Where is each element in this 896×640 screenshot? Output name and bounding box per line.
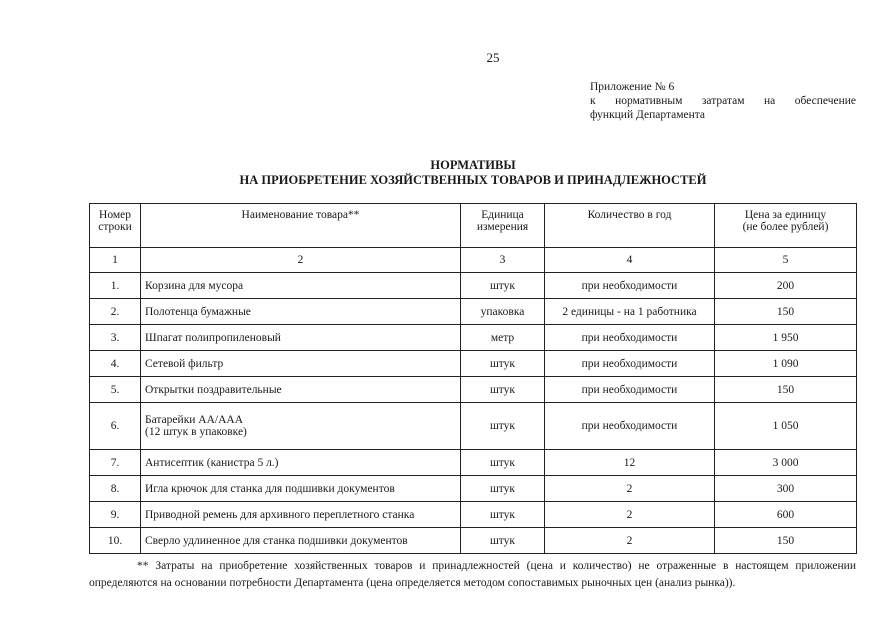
item-name: Батарейки АА/ААА (12 штук в упаковке) — [141, 403, 461, 450]
quantity-per-year: 2 — [545, 528, 715, 554]
column-index-row — [90, 248, 857, 273]
header-name: Наименование товара** — [141, 204, 461, 248]
table-row — [90, 403, 857, 450]
quantity-per-year: 2 — [545, 476, 715, 502]
column-index: 4 — [545, 248, 715, 273]
unit-of-measure: упаковка — [461, 299, 545, 325]
unit-price: 3 000 — [715, 450, 857, 476]
unit-of-measure: штук — [461, 403, 545, 450]
unit-of-measure: штук — [461, 528, 545, 554]
table-row — [90, 273, 857, 299]
column-index: 5 — [715, 248, 857, 273]
row-number: 6. — [90, 403, 141, 450]
column-index: 1 — [90, 248, 141, 273]
page-number: 25 — [486, 50, 500, 65]
quantity-per-year: при необходимости — [545, 377, 715, 403]
unit-price: 600 — [715, 502, 857, 528]
table-body — [90, 273, 857, 554]
row-number: 10. — [90, 528, 141, 554]
title-line-1: НОРМАТИВЫ — [430, 158, 516, 172]
row-number: 9. — [90, 502, 141, 528]
annex-line-1: Приложение № 6 — [590, 81, 675, 93]
quantity-per-year: 2 единицы - на 1 работника — [545, 299, 715, 325]
unit-price: 300 — [715, 476, 857, 502]
footnote: ** Затраты на приобретение хозяйственных товаров и принадлежностей (цена и количество) не отраженные в настоящем приложении определяются на основании потребности Департамента (цена определяется методом сопоставимых рыночных цен (анализ рынка)). — [89, 560, 856, 589]
row-number: 2. — [90, 299, 141, 325]
annex-reference — [590, 80, 856, 122]
table-row — [90, 351, 857, 377]
header-price: Цена за единицу (не более рублей) — [715, 204, 857, 248]
unit-price: 200 — [715, 273, 857, 299]
norms-table — [89, 203, 857, 554]
item-name: Открытки поздравительные — [141, 377, 461, 403]
unit-price: 150 — [715, 528, 857, 554]
item-name: Корзина для мусора — [141, 273, 461, 299]
item-name: Игла крючок для станка для подшивки документов — [141, 476, 461, 502]
table-row — [90, 299, 857, 325]
item-name: Сетевой фильтр — [141, 351, 461, 377]
unit-price: 150 — [715, 377, 857, 403]
quantity-per-year: при необходимости — [545, 351, 715, 377]
header-unit: Единица измерения — [461, 204, 545, 248]
quantity-per-year: при необходимости — [545, 273, 715, 299]
row-number: 3. — [90, 325, 141, 351]
row-number: 7. — [90, 450, 141, 476]
quantity-per-year: при необходимости — [545, 403, 715, 450]
table-row — [90, 528, 857, 554]
quantity-per-year: 12 — [545, 450, 715, 476]
header-number: Номер строки — [90, 204, 141, 248]
row-number: 5. — [90, 377, 141, 403]
column-index: 3 — [461, 248, 545, 273]
unit-of-measure: штук — [461, 377, 545, 403]
unit-of-measure: штук — [461, 351, 545, 377]
annex-line-3: функций Департамента — [590, 109, 706, 121]
unit-of-measure: штук — [461, 450, 545, 476]
unit-price: 1 950 — [715, 325, 857, 351]
table-row — [90, 450, 857, 476]
row-number: 8. — [90, 476, 141, 502]
item-name: Приводной ремень для архивного переплетного станка — [141, 502, 461, 528]
item-name: Шпагат полипропиленовый — [141, 325, 461, 351]
quantity-per-year: при необходимости — [545, 325, 715, 351]
unit-of-measure: штук — [461, 502, 545, 528]
table-row — [90, 502, 857, 528]
item-name: Полотенца бумажные — [141, 299, 461, 325]
item-name: Антисептик (канистра 5 л.) — [141, 450, 461, 476]
column-index: 2 — [141, 248, 461, 273]
row-number: 4. — [90, 351, 141, 377]
unit-price: 1 090 — [715, 351, 857, 377]
row-number: 1. — [90, 273, 141, 299]
item-name: Сверло удлиненное для станка подшивки документов — [141, 528, 461, 554]
document-title — [150, 158, 796, 188]
unit-of-measure: штук — [461, 476, 545, 502]
unit-price: 150 — [715, 299, 857, 325]
header-quantity: Количество в год — [545, 204, 715, 248]
unit-price: 1 050 — [715, 403, 857, 450]
title-line-2: НА ПРИОБРЕТЕНИЕ ХОЗЯЙСТВЕННЫХ ТОВАРОВ И ПРИНАДЛЕЖНОСТЕЙ — [239, 173, 707, 187]
unit-of-measure: штук — [461, 273, 545, 299]
table-header-row — [90, 204, 857, 248]
table-row — [90, 476, 857, 502]
table-row — [90, 377, 857, 403]
table-row — [90, 325, 857, 351]
unit-of-measure: метр — [461, 325, 545, 351]
quantity-per-year: 2 — [545, 502, 715, 528]
annex-line-2: к нормативным затратам на обеспечение — [590, 95, 856, 107]
